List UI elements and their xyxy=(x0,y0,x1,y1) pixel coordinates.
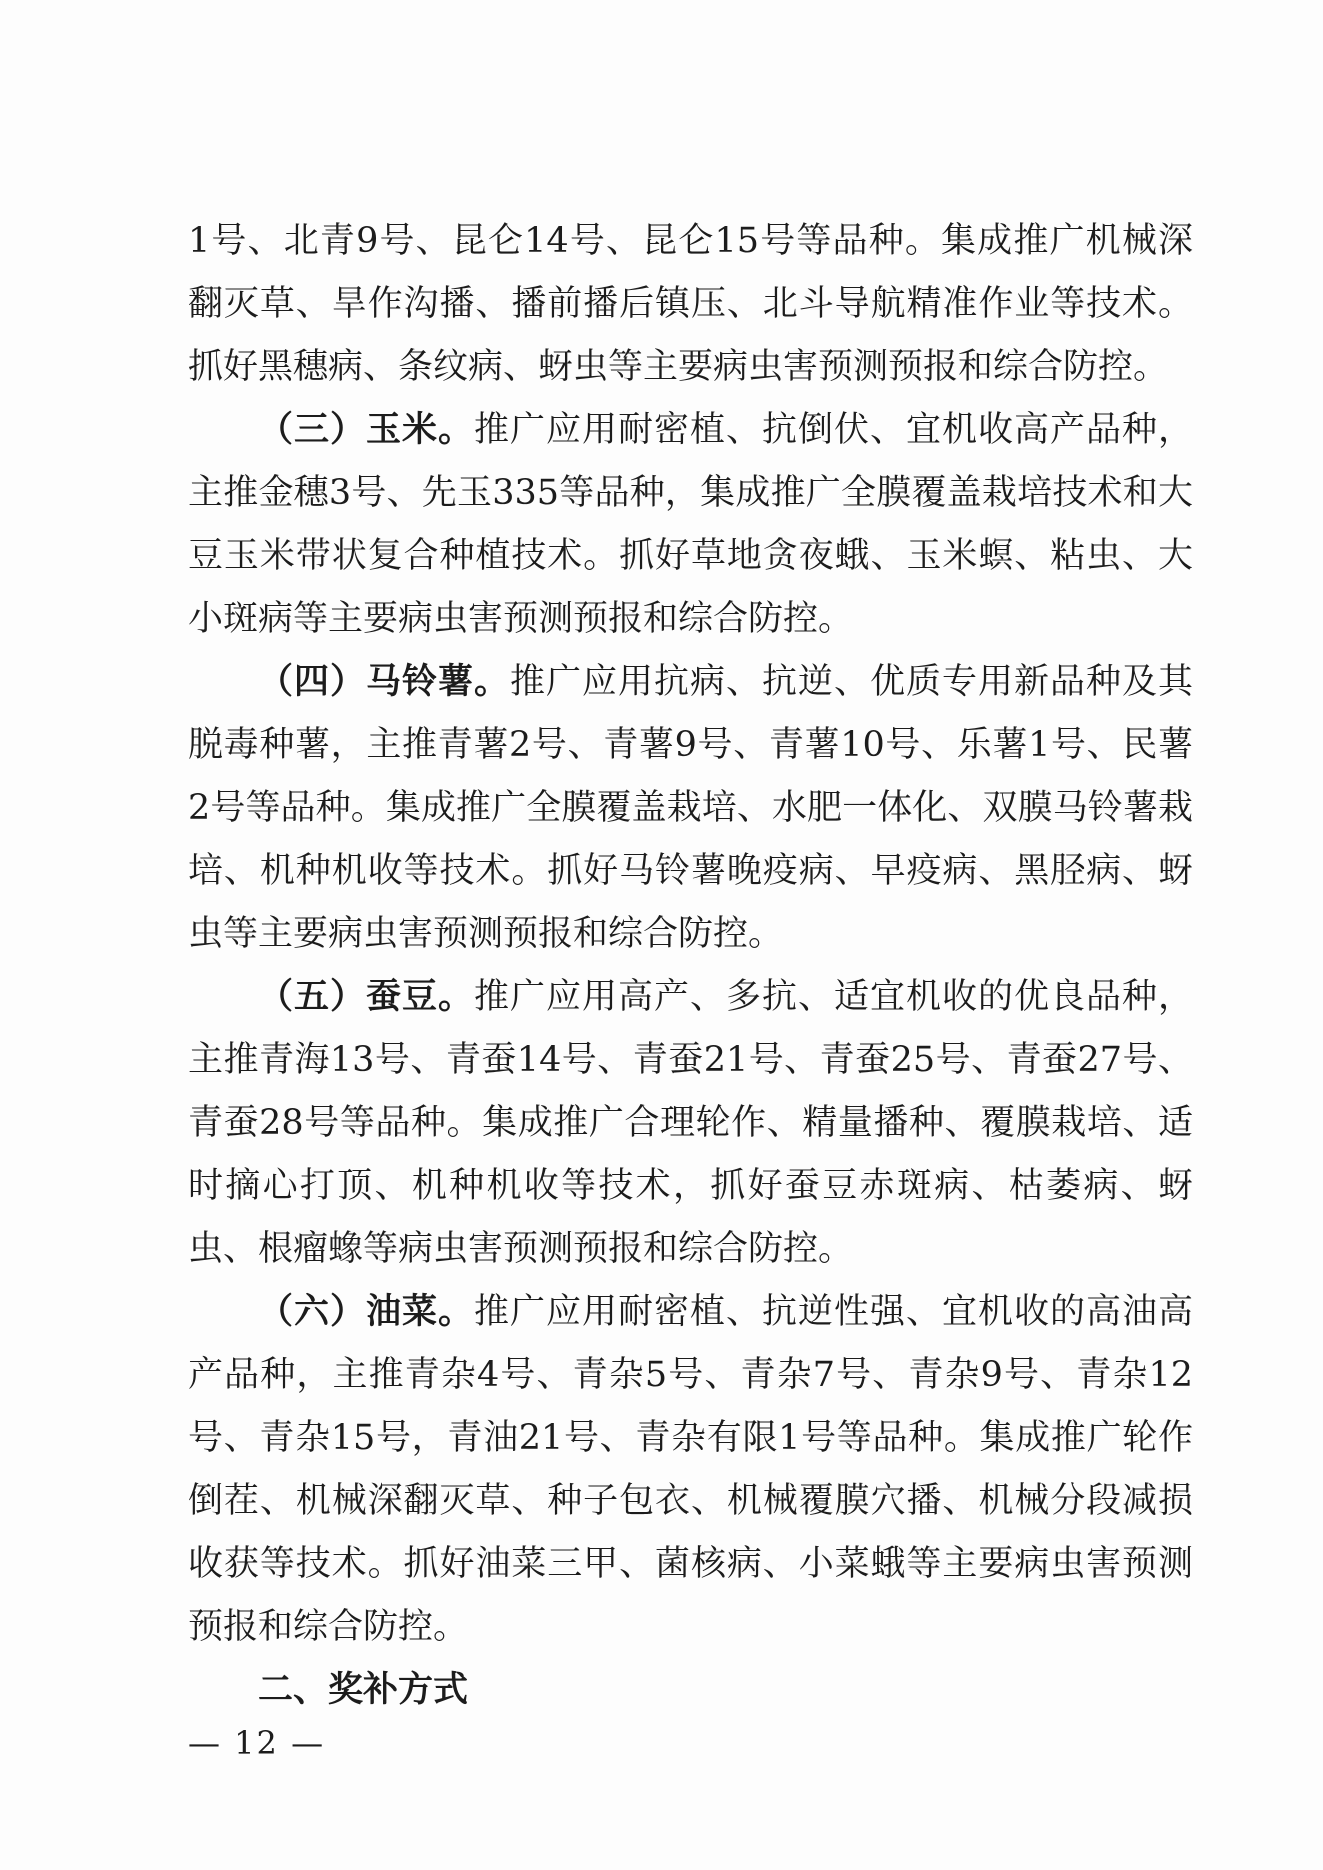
paragraph-continuation xyxy=(188,210,1193,399)
paragraph-text: 推广应用高产、多抗、适宜机收的优良品种，主推青海13号、青蚕14号、青蚕21号、青蚕25号、青蚕27号、青蚕28号等品种。集成推广合理轮作、精量播种、覆膜栽培、适时摘心打顶、机种机收等技术，抓好蚕豆赤斑病、枯萎病、蚜虫、根瘤蟓等病虫害预测预报和综合防控。 xyxy=(188,977,1193,1269)
paragraph-heading-corn: （三）玉米。 xyxy=(258,410,474,450)
paragraph-heading-broad-bean: （五）蚕豆。 xyxy=(258,977,474,1017)
paragraph-heading-potato: （四）马铃薯。 xyxy=(258,662,510,702)
section-heading: 二、奖补方式 xyxy=(258,1670,469,1710)
paragraph-corn xyxy=(188,399,1193,651)
paragraph-heading-rapeseed: （六）油菜。 xyxy=(258,1292,474,1332)
page-number: — 12 — xyxy=(188,1724,326,1762)
paragraph-rapeseed xyxy=(188,1281,1193,1659)
paragraph-potato xyxy=(188,651,1193,966)
paragraph-text: 推广应用耐密植、抗倒伏、宜机收高产品种，主推金穗3号、先玉335等品种，集成推广全膜覆盖栽培技术和大豆玉米带状复合种植技术。抓好草地贪夜蛾、玉米螟、粘虫、大小斑病等主要病虫害预测预报和综合防控。 xyxy=(188,410,1193,639)
paragraph-text: 推广应用耐密植、抗逆性强、宜机收的高油高产品种，主推青杂4号、青杂5号、青杂7号、青杂9号、青杂12号、青杂15号，青油21号、青杂有限1号等品种。集成推广轮作倒茬、机械深翻灭草、种子包衣、机械覆膜穴播、机械分段减损收获等技术。抓好油菜三甲、菌核病、小菜蛾等主要病虫害预测预报和综合防控。 xyxy=(188,1292,1193,1647)
paragraph-broad-bean xyxy=(188,966,1193,1281)
paragraph-text: 1号、北青9号、昆仑14号、昆仑15号等品种。集成推广机械深翻灭草、旱作沟播、播前播后镇压、北斗导航精准作业等技术。抓好黑穗病、条纹病、蚜虫等主要病虫害预测预报和综合防控。 xyxy=(188,221,1193,387)
paragraph-text: 推广应用抗病、抗逆、优质专用新品种及其脱毒种薯，主推青薯2号、青薯9号、青薯10号、乐薯1号、民薯2号等品种。集成推广全膜覆盖栽培、水肥一体化、双膜马铃薯栽培、机种机收等技术。抓好马铃薯晚疫病、早疫病、黑胫病、蚜虫等主要病虫害预测预报和综合防控。 xyxy=(188,662,1193,954)
document-body xyxy=(188,210,1193,1722)
